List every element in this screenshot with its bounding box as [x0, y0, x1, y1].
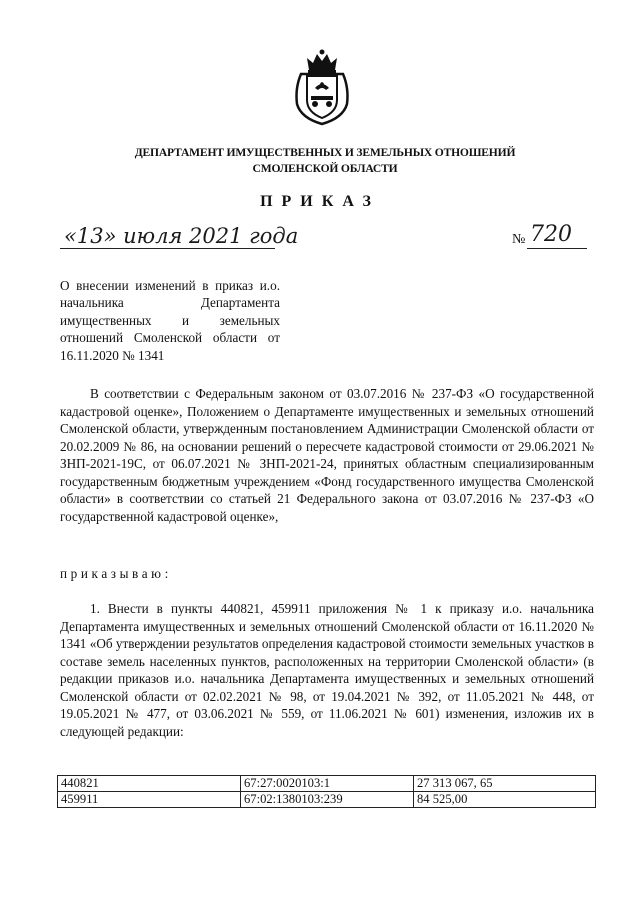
order-word: приказываю: [60, 566, 172, 581]
table-row [58, 776, 596, 792]
handwritten-order-number: 720 [530, 222, 572, 247]
cadastral-value-table [57, 775, 596, 808]
number-sign: № [512, 232, 526, 247]
table-cell-cadastral-value: 84 525,00 [414, 792, 596, 808]
department-name-line2: СМОЛЕНСКОЙ ОБЛАСТИ [252, 162, 398, 175]
table-cell-cadastral-value: 27 313 067, 65 [414, 776, 596, 792]
coat-of-arms-emblem [291, 48, 353, 126]
clause-1-paragraph: 1. Внести в пункты 440821, 459911 приложения № 1 к приказу и.о. начальника Департамента имущественных и земельных отношений Смоленской области от 16.11.2020 № 1341 «Об утверждении результатов определения кадастровой стоимости земельных участков в составе земель населенных пунктов, расположенных на территории Смоленской области» (в редакции приказов и.о. начальника Департамента имущественных и земельных отношений Смоленской области от 02.02.2021 № 98, от 19.04.2021 № 392, от 11.05.2021 № 448, от 19.05.2021 № 477, от 03.06.2021 № 559, от 11.06.2021 № 601) изменения, изложив их в следующей редакции: [60, 601, 594, 739]
order-subject: О внесении изменений в приказ и.о. начальника Департамента имущественных и земельных отношений Смоленской области от 16.11.2020 № 1341 [60, 278, 280, 363]
document-title: ПРИКАЗ [260, 193, 380, 210]
date-underline [60, 248, 275, 249]
table-row [58, 792, 596, 808]
table-cell-item-number: 459911 [58, 792, 241, 808]
table-cell-item-number: 440821 [58, 776, 241, 792]
preamble-paragraph: В соответствии с Федеральным законом от 03.07.2016 № 237-ФЗ «О государственной кадастровой оценке», Положением о Департаменте имущественных и земельных отношений Смоленской области, утвержденным постановлением Администрации Смоленской области от 20.02.2009 № 86, на основании решений о пересчете кадастровой стоимости от 29.06.2021 № ЗНП-2021-19С, от 06.07.2021 № ЗНП-2021-24, принятых областным специализированным государственным бюджетным учреждением «Фонд государственного имущества Смоленской области» в соответствии со статьей 21 Федерального закона от 03.07.2016 № 237-ФЗ «О государственной кадастровой оценке», [60, 386, 594, 524]
handwritten-date: «13» июля 2021 года [64, 224, 299, 248]
number-underline [527, 248, 587, 249]
table-cell-cadastral-number: 67:27:0020103:1 [241, 776, 414, 792]
table-cell-cadastral-number: 67:02:1380103:239 [241, 792, 414, 808]
department-name-line1: ДЕПАРТАМЕНТ ИМУЩЕСТВЕННЫХ И ЗЕМЕЛЬНЫХ ОТНОШЕНИЙ [134, 146, 516, 159]
